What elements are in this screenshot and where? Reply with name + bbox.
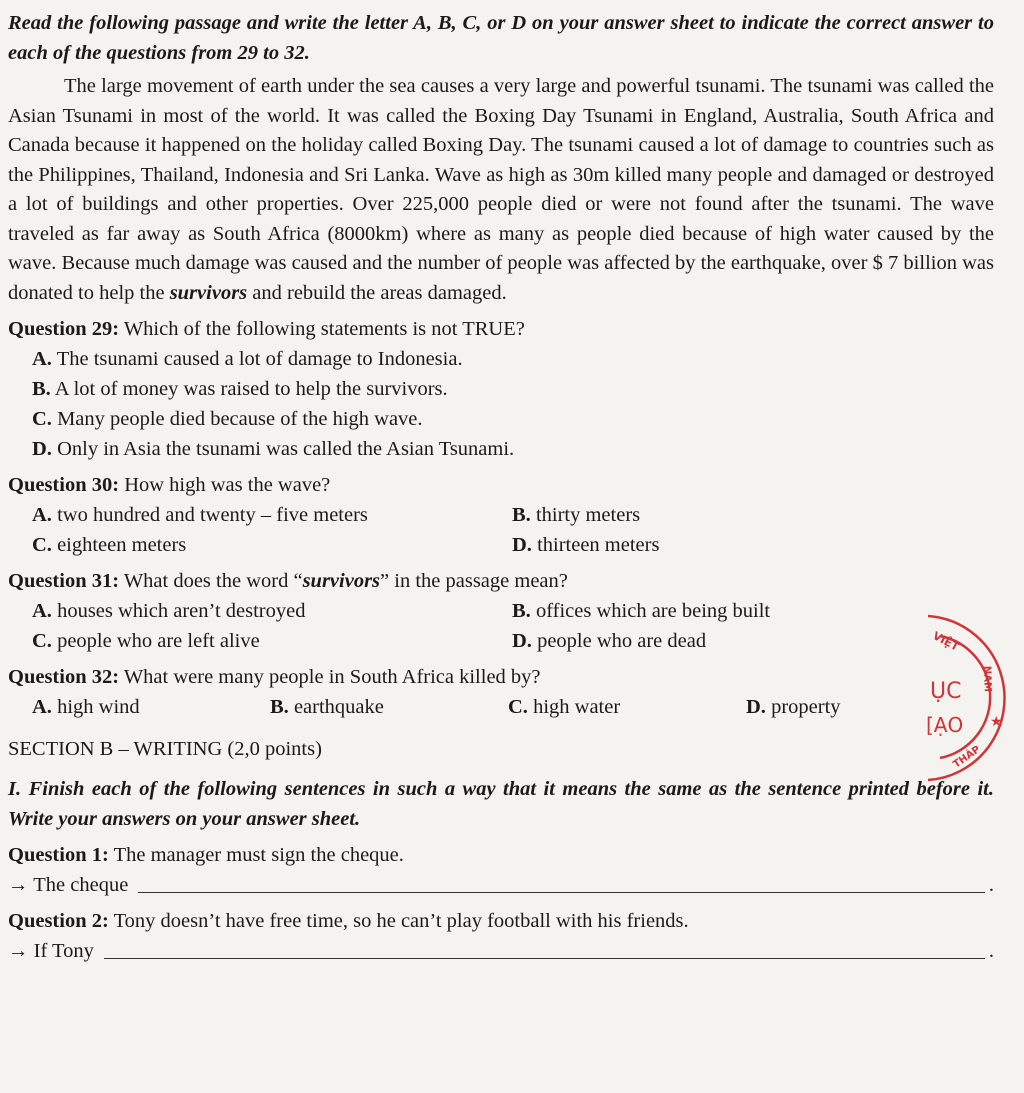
option-letter: A. [32,696,52,718]
option-letter: D. [746,696,766,718]
answer-line[interactable] [138,892,985,893]
answer-line[interactable] [104,958,985,959]
option-a [32,692,270,722]
option-a [32,500,512,530]
option-text: earthquake [288,696,384,718]
question-30-options [8,500,994,560]
option-text: people who are left alive [51,630,260,652]
question-text: The manager must sign the cheque. [108,844,404,866]
option-letter: C. [32,534,52,556]
option-c [508,692,746,722]
question-label: Question 32: [8,666,120,688]
question-label: Question 2: [8,910,109,932]
stamp-text-1: ỤC [930,679,962,704]
option-letter: C. [32,408,52,430]
question-31-options [8,596,994,656]
option-d [32,434,994,464]
question-label: Question 29: [8,318,120,340]
question-32 [8,662,994,692]
option-d [512,530,992,560]
answer-prompt: → The cheque [8,874,129,896]
question-29 [8,314,994,344]
option-c [32,404,994,434]
writing-question-2 [8,906,994,936]
option-letter: B. [512,504,531,526]
passage-keyword: survivors [169,281,248,304]
question-29-options [8,344,994,464]
option-letter: D. [512,534,532,556]
question-keyword: survivors [302,570,381,592]
question-text: What does the word “ [119,570,303,592]
question-text: Which of the following statements is not TRUE? [119,318,525,340]
option-letter: B. [32,378,51,400]
stamp-text-2: [ẠO [926,713,964,737]
option-text: offices which are being built [530,600,771,622]
option-text: houses which aren’t destroyed [51,600,306,622]
official-stamp [918,608,1018,788]
option-a [32,596,512,626]
option-text: high wind [51,696,140,718]
option-text: high water [527,696,621,718]
option-letter: A. [32,348,52,370]
question-31 [8,566,994,596]
option-b [270,692,508,722]
question-label: Question 1: [8,844,109,866]
option-letter: A. [32,600,52,622]
option-text: The tsunami caused a lot of damage to Indonesia. [51,348,463,370]
full-stop: . [988,874,994,896]
question-text: Tony doesn’t have free time, so he can’t play football with his friends. [108,910,689,932]
question-text: How high was the wave? [119,474,331,496]
star-icon: ★ [990,714,1003,730]
writing-question-1 [8,840,994,870]
writing-instructions: I. Finish each of the following sentences in such a way that it means the same as the sentence printed before it. Write your answers on your answer sheet. [8,778,994,830]
option-text: people who are dead [531,630,707,652]
reading-instructions: Read the following passage and write the letter A, B, C, or D on your answer sheet to indicate the correct answer to each of the questions from 29 to 32. [8,12,994,64]
question-text-end: ” in the passage mean? [380,570,568,592]
section-title: SECTION B – WRITING (2,0 points) [8,738,322,760]
option-letter: B. [512,600,531,622]
option-letter: C. [508,696,528,718]
stamp-arc-top: VIỆT [930,629,962,654]
option-letter: D. [32,438,52,460]
option-text: Only in Asia the tsunami was called the Asian Tsunami. [51,438,515,460]
option-b [512,500,992,530]
option-letter: D. [512,630,532,652]
question-label: Question 30: [8,474,120,496]
question-text: What were many people in South Africa killed by? [119,666,541,688]
option-text: property [765,696,841,718]
option-text: eighteen meters [51,534,187,556]
question-30 [8,470,994,500]
question-label: Question 31: [8,570,120,592]
writing-answer-2 [8,936,994,966]
option-text: A lot of money was raised to help the survivors. [50,378,448,400]
exam-page [8,8,994,966]
passage-text-end: and rebuild the areas damaged. [247,281,507,304]
option-a [32,344,994,374]
option-letter: C. [32,630,52,652]
full-stop: . [988,940,994,962]
writing-answer-1 [8,870,994,900]
stamp-arc-bottom: THÁP [951,744,983,771]
option-text: thirteen meters [531,534,660,556]
option-c [32,530,512,560]
question-32-options [8,692,994,722]
stamp-arc-right: NAM [981,665,993,693]
option-text: Many people died because of the high wave. [51,408,423,430]
option-b [32,374,994,404]
option-letter: A. [32,504,52,526]
option-c [32,626,512,656]
option-letter: B. [270,696,289,718]
answer-prompt: → If Tony [8,940,94,962]
option-text: two hundred and twenty – five meters [51,504,368,526]
passage-text: The large movement of earth under the sea causes a very large and powerful tsunami. The tsunami was called the Asian Tsunami in most of the world. It was called the Boxing Day Tsunami in England, Australia, South Africa and Canada because it happened on the holiday called Boxing Day. The tsunami caused a lot of damage to countries such as the Philippines, Thailand, Indonesia and Sri Lanka. Wave as high as 30m killed many people and damaged or destroyed a lot of buildings and other properties. Over 225,000 people died or were not found after the tsunami. The wave traveled as far away as South Africa (8000km) where as many as people died because of high water caused by the wave. Because much damage was caused and the number of people was affected by the earthquake, over $ 7 billion was donated to help the [8,75,994,304]
option-text: thirty meters [530,504,641,526]
reading-passage [8,72,994,308]
